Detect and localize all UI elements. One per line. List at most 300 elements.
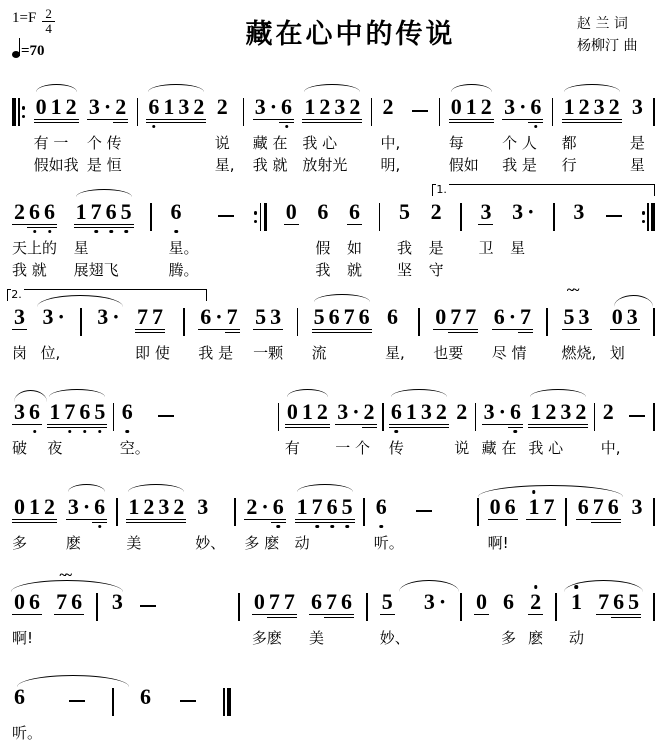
note-group	[198, 303, 239, 333]
note-digit: 2	[347, 96, 362, 123]
lyric-line-1: 听。	[373, 534, 404, 552]
barline-stroke	[565, 498, 567, 526]
repeat-dots	[254, 203, 257, 231]
final-barline	[223, 683, 231, 716]
music-system	[4, 568, 663, 648]
note-cell	[54, 568, 84, 646]
low-octave-dot	[124, 230, 128, 234]
note-cell	[12, 398, 42, 458]
note-cell	[454, 398, 469, 458]
note-cell	[389, 398, 449, 458]
low-octave-dot	[152, 125, 156, 129]
barline-stroke	[475, 403, 477, 431]
repeat-end-barline	[254, 198, 267, 231]
note-cell	[285, 398, 330, 458]
lyric-line-1: 我 是	[198, 344, 234, 362]
note-digit: 1	[27, 496, 42, 523]
barline-stroke	[371, 98, 373, 126]
low-octave-dot	[174, 230, 178, 234]
barline-stroke	[363, 498, 365, 526]
lyric-line-1: 多 麽	[244, 534, 280, 552]
barline	[363, 493, 365, 526]
barline-stroke	[137, 98, 139, 126]
note-digit: 5	[312, 306, 327, 333]
dash-stroke	[69, 700, 85, 702]
note-digit: 7	[541, 496, 556, 523]
note-digit: 5	[562, 306, 577, 333]
note-digit: 6	[606, 496, 621, 523]
note-digit: 0	[488, 496, 503, 523]
note-cell	[630, 93, 645, 175]
time-signature	[42, 7, 55, 35]
note-digit: ·	[507, 306, 518, 333]
barline	[96, 588, 98, 621]
note-group	[571, 198, 586, 228]
note-cell	[561, 283, 597, 363]
barline-stroke	[243, 98, 245, 126]
note-digit: 6	[317, 199, 329, 224]
credits-block	[577, 14, 663, 57]
note-digit: 0	[284, 201, 299, 228]
dash-note	[409, 93, 431, 171]
barline	[278, 398, 280, 431]
note-digit: 7	[135, 306, 150, 333]
note-digit: 3	[197, 494, 209, 519]
note-cell	[501, 588, 516, 648]
note-cell	[528, 588, 543, 648]
note-digit: 3	[631, 94, 643, 119]
lyric-line-1: 划	[609, 344, 625, 362]
barline	[366, 588, 368, 621]
barline	[379, 198, 381, 231]
quarter-note-icon	[12, 51, 20, 58]
lyric-line-1: 天上的	[12, 239, 58, 257]
lyric-line-1: 卫	[478, 239, 494, 257]
barline-stroke	[653, 308, 655, 336]
note-digit: 3	[66, 496, 81, 523]
note-group	[389, 398, 449, 428]
note-digit: 7	[324, 591, 339, 618]
note-digit: 2	[602, 399, 614, 424]
note-group	[315, 198, 330, 228]
note-group	[478, 198, 493, 228]
note-cell	[253, 93, 294, 175]
note-digit: 2	[64, 96, 79, 123]
note-cell	[429, 198, 444, 280]
barline	[460, 198, 462, 231]
note-digit: 5	[253, 306, 268, 333]
note-digit: 6	[271, 496, 286, 523]
note-cell	[74, 198, 134, 280]
note-group	[380, 588, 395, 618]
note-group	[562, 93, 622, 123]
note-cell	[47, 398, 107, 458]
lyric-line-1: 中,	[380, 134, 401, 152]
slur-arc	[391, 389, 447, 397]
barline-stroke	[112, 688, 114, 716]
volta-label: 1.	[436, 183, 447, 196]
barline	[555, 588, 557, 621]
lyric-line-1: 听。	[12, 724, 43, 742]
lyric-line-1: 多	[501, 629, 517, 647]
barline	[234, 493, 236, 526]
barline	[150, 198, 152, 231]
note-group	[253, 303, 283, 333]
dash-stroke	[629, 415, 645, 417]
dash-stroke	[180, 700, 196, 702]
lyric-line-1: 夜	[47, 439, 63, 457]
barline-stroke	[278, 403, 280, 431]
note-digit: ·	[438, 589, 447, 614]
note-cell	[374, 493, 404, 553]
note-digit: 1	[569, 591, 584, 618]
note-digit: 7	[518, 306, 533, 333]
note-digit: 3	[335, 401, 350, 428]
note-group	[74, 198, 134, 228]
lyric-line-1: 每	[448, 134, 464, 152]
note-group	[40, 303, 66, 333]
barline-stroke	[460, 593, 462, 621]
note-digit: 3	[478, 201, 493, 228]
dash-note	[215, 198, 237, 276]
slur-arc	[530, 389, 586, 397]
lyric-line-1: 美	[308, 629, 324, 647]
note-group	[126, 493, 186, 523]
low-octave-dot	[33, 230, 37, 234]
note-digit: 6	[69, 591, 84, 618]
note-digit: 1	[161, 96, 176, 123]
note-group	[34, 93, 79, 123]
note-group	[253, 93, 294, 123]
note-digit: 6	[120, 401, 135, 428]
slur-arc	[297, 484, 353, 492]
lyric-line-2: 我	[315, 261, 331, 279]
note-digit: 1	[302, 96, 317, 123]
note-digit: 3	[592, 96, 607, 123]
barline-stroke	[439, 98, 441, 126]
note-group	[449, 93, 494, 123]
note-cell	[526, 493, 556, 551]
barline-stroke	[653, 498, 655, 526]
note-digit: 6	[42, 201, 57, 228]
note-cell	[12, 303, 27, 363]
note-group	[54, 568, 84, 618]
note-group	[284, 198, 299, 228]
note-digit: 6	[503, 589, 515, 614]
lyric-line-1: 啊!	[487, 534, 509, 552]
lyric-line-2: 坚	[396, 261, 412, 279]
barline	[594, 398, 596, 431]
note-cell	[87, 93, 128, 175]
note-digit: 6	[611, 591, 626, 618]
note-digit: 6	[508, 401, 523, 428]
note-group	[562, 283, 592, 333]
note-group	[482, 398, 523, 428]
note-digit: 6	[347, 201, 362, 228]
lyric-line-1: 都	[561, 134, 577, 152]
lyric-line-1: 美	[126, 534, 142, 552]
dash-note	[177, 683, 199, 741]
note-digit: 5	[119, 201, 134, 228]
barline	[653, 588, 655, 621]
lyric-line-2: 假如	[448, 156, 479, 174]
note-digit: ·	[213, 306, 224, 333]
note-digit: 6	[27, 401, 42, 428]
barline-stroke	[379, 203, 381, 231]
lyric-line-2: 腾。	[168, 261, 199, 279]
note-digit: 6	[576, 496, 591, 523]
lyric-line-2: 我 就	[252, 156, 288, 174]
note-cell	[492, 303, 533, 363]
barline-stroke	[653, 98, 655, 126]
low-octave-dot	[48, 230, 52, 234]
note-digit: 5	[92, 401, 107, 428]
barline	[546, 303, 548, 336]
note-digit: 6	[27, 201, 42, 228]
note-cell	[502, 93, 543, 175]
lyric-line-2: 星	[629, 156, 645, 174]
note-group	[95, 303, 121, 333]
note-digit: 2	[317, 96, 332, 123]
note-digit: 6	[387, 304, 398, 329]
note-group	[302, 93, 362, 123]
note-cell	[244, 493, 285, 553]
mordent-icon: ~~	[59, 568, 71, 583]
tempo-mark	[12, 43, 124, 60]
note-group	[146, 93, 206, 123]
score-header	[4, 6, 663, 68]
note-digit: 2	[362, 401, 377, 428]
lyric-line-1: 星	[73, 239, 89, 257]
note-cell	[422, 588, 448, 646]
lyric-line-1: 破	[12, 439, 28, 457]
note-group	[630, 493, 645, 523]
note-cell	[146, 93, 206, 171]
note-cell	[569, 588, 584, 648]
lyric-line-1: 动	[294, 534, 310, 552]
note-digit: 3	[176, 96, 191, 123]
note-cell	[12, 198, 57, 280]
lyric-line-1: 如	[347, 239, 363, 257]
note-cell	[381, 93, 401, 175]
note-digit: 3	[87, 96, 102, 123]
barline-stroke	[238, 593, 240, 621]
note-group	[526, 493, 556, 523]
lyric-line-1: 星。	[168, 239, 199, 257]
high-octave-dot	[575, 585, 579, 589]
barline-stroke	[477, 498, 479, 526]
note-cell	[510, 198, 536, 278]
barline-stroke	[460, 203, 462, 231]
repeat-start-barline	[12, 93, 25, 126]
barline-stroke	[418, 308, 420, 336]
key-label: 1=F	[12, 10, 37, 26]
note-cell	[596, 588, 641, 646]
note-group	[244, 493, 285, 523]
music-system	[4, 668, 663, 743]
note-digit: 1	[526, 496, 541, 523]
lyric-line-1: 个 人	[502, 134, 537, 152]
barline	[552, 93, 554, 126]
note-digit: 6	[104, 201, 119, 228]
lyric-line-1: 妙、	[195, 534, 226, 552]
note-digit: 7	[463, 306, 478, 333]
barline	[653, 398, 655, 431]
barline	[477, 493, 479, 526]
lyric-line-1: 说	[214, 134, 230, 152]
note-group	[87, 93, 128, 123]
lyric-line-2: 星,	[214, 156, 235, 174]
lyric-line-1: 星,	[385, 344, 405, 362]
slur-arc	[36, 84, 77, 92]
lyric-line-2: 展翅飞	[73, 261, 119, 279]
high-octave-dot	[532, 490, 536, 494]
barline-stroke	[113, 403, 115, 431]
barline	[418, 303, 420, 336]
note-digit: 3	[12, 306, 27, 333]
dash-note	[626, 398, 648, 456]
note-cell	[66, 493, 107, 553]
note-group	[385, 303, 400, 333]
note-cell	[195, 493, 225, 553]
note-digit: 2	[456, 399, 468, 424]
barline	[439, 93, 441, 126]
note-cell	[610, 303, 640, 363]
dash-stroke	[606, 215, 622, 217]
barline-stroke	[653, 593, 655, 621]
note-group	[12, 198, 57, 228]
note-group	[12, 588, 42, 618]
note-cell	[601, 398, 621, 458]
note-cell	[335, 398, 376, 458]
note-digit: 5	[380, 591, 395, 618]
note-group	[110, 588, 125, 618]
lyric-line-1: 中,	[600, 439, 621, 457]
note-digit: 3	[332, 96, 347, 123]
note-digit: 2	[171, 496, 186, 523]
repeat-end-barline	[642, 198, 655, 231]
note-digit: 7	[89, 201, 104, 228]
note-digit: 3	[625, 306, 640, 333]
barline	[238, 588, 240, 621]
note-cell	[482, 398, 523, 458]
note-digit: 0	[285, 401, 300, 428]
note-group	[596, 588, 641, 618]
note-group	[312, 303, 372, 333]
note-digit: 2	[12, 201, 27, 228]
lyric-line-1: 即 使	[135, 344, 170, 362]
lyric-line-2: 就	[347, 261, 363, 279]
barline	[382, 398, 384, 431]
low-octave-dot	[395, 430, 399, 434]
note-cell	[302, 93, 362, 175]
composer-credit: 杨柳汀 曲	[577, 37, 638, 54]
low-octave-dot	[109, 230, 113, 234]
note-digit: 0	[449, 96, 464, 123]
note-digit: 6	[357, 306, 372, 333]
note-digit: 2	[573, 401, 588, 428]
low-octave-dot	[277, 525, 281, 529]
note-digit: 2	[315, 401, 330, 428]
note-digit: 0	[12, 496, 27, 523]
note-digit: 1	[47, 401, 62, 428]
note-group	[12, 398, 42, 428]
barline	[565, 493, 567, 526]
note-digit: ·	[57, 304, 65, 329]
note-digit: 2	[434, 401, 449, 428]
note-group	[374, 493, 389, 523]
note-digit: 6	[325, 496, 340, 523]
note-cell	[449, 93, 494, 175]
barline-stroke	[653, 403, 655, 431]
note-group	[295, 493, 355, 523]
lyric-line-1: 空。	[119, 439, 150, 457]
note-group	[12, 303, 27, 333]
slur-arc	[314, 294, 370, 302]
note-digit: 6	[374, 496, 389, 523]
music-system	[4, 478, 663, 553]
lyric-line-1: 藏 在	[481, 439, 517, 457]
music-system	[4, 183, 663, 280]
note-digit: 3	[577, 306, 592, 333]
slur-arc	[128, 484, 184, 492]
note-digit: 6	[169, 201, 184, 228]
note-digit: 0	[34, 96, 49, 123]
slur-arc	[49, 389, 105, 397]
note-cell	[478, 198, 493, 278]
note-group	[569, 588, 584, 618]
note-digit: 7	[448, 306, 463, 333]
note-group	[502, 93, 543, 123]
low-octave-dot	[380, 525, 384, 529]
barline	[243, 93, 245, 126]
meter-numerator: 2	[42, 7, 55, 22]
note-group	[138, 683, 153, 713]
note-group	[433, 303, 478, 333]
note-digit: 3	[631, 494, 643, 519]
note-group	[576, 493, 621, 523]
note-digit: 3	[156, 496, 171, 523]
note-group	[66, 493, 107, 523]
low-octave-dot	[33, 430, 37, 434]
note-digit: 1	[464, 96, 479, 123]
lyric-line-1: 一颗	[253, 344, 284, 362]
barline	[475, 398, 477, 431]
lyric-line-1: 麽	[528, 629, 544, 647]
note-cell	[488, 493, 518, 553]
barline-stroke	[553, 203, 555, 231]
tempo-value: =70	[21, 43, 45, 60]
note-group	[630, 93, 645, 123]
note-cell	[126, 493, 186, 553]
lyric-line-1: 动	[568, 629, 584, 647]
note-group	[47, 398, 107, 428]
note-digit: 6	[139, 684, 151, 709]
note-digit: 6	[279, 96, 294, 123]
barline	[116, 493, 118, 526]
note-digit: 3	[573, 199, 585, 224]
barline	[183, 303, 185, 336]
low-octave-dot	[125, 430, 129, 434]
lyric-line-1: 多	[12, 534, 28, 552]
barline	[371, 93, 373, 126]
note-digit: 6	[14, 684, 25, 709]
note-digit: 1	[562, 96, 577, 123]
lyric-line-1: 是	[428, 239, 444, 257]
note-cell	[138, 683, 153, 741]
note-digit: 2	[543, 401, 558, 428]
lyric-line-1: 说	[454, 439, 470, 457]
